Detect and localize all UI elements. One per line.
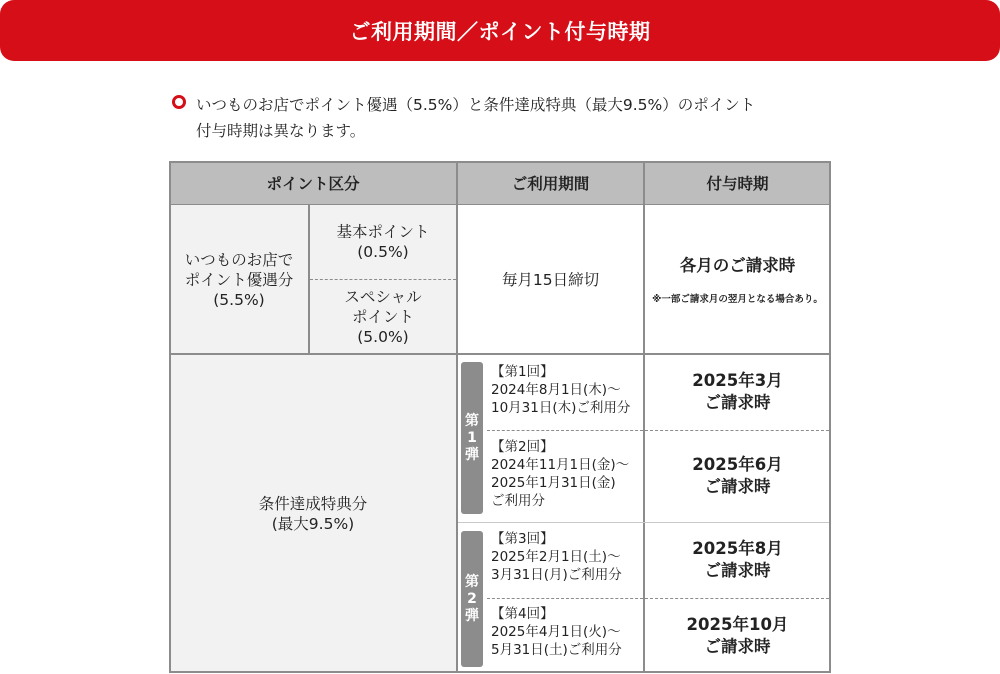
round-1-period: 【第1回】 2024年8月1日(木)～ 10月31日(木)ご利用分 bbox=[491, 364, 631, 416]
round-4-period: 【第4回】 2025年4月1日(火)～ 5月31日(土)ご利用分 bbox=[491, 606, 622, 658]
round-4-timing-cell bbox=[644, 598, 831, 673]
phase-2-char-1: 第 bbox=[465, 573, 479, 590]
notice bbox=[172, 92, 832, 144]
dashed-divider-r3 bbox=[645, 598, 829, 599]
round-2-timing-cell bbox=[644, 430, 831, 522]
border-left bbox=[169, 161, 171, 673]
phase-1-char-2: 1 bbox=[467, 429, 477, 446]
basic-point-label: 基本ポイント (0.5%) bbox=[336, 223, 430, 261]
regular-category bbox=[169, 205, 309, 354]
header-category: ポイント区分 bbox=[169, 161, 457, 205]
regular-timing-note: ※一部ご請求月の翌月となる場合あり。 bbox=[652, 293, 823, 305]
round-2-period: 【第2回】 2024年11月1日(金)～ 2025年1月31日(金) ご利用分 bbox=[491, 439, 630, 509]
header-period: ご利用期間 bbox=[457, 161, 644, 205]
round-1-timing: 2025年3月 ご請求時 bbox=[692, 371, 783, 412]
dashed-divider-p3 bbox=[487, 598, 643, 599]
border-right bbox=[829, 161, 831, 673]
regular-category-label: いつものお店で ポイント優遇分 (5.5%) bbox=[184, 250, 294, 309]
col-divider-1 bbox=[456, 161, 458, 673]
border-bottom bbox=[169, 671, 831, 673]
basic-point-cell bbox=[309, 205, 457, 279]
phase-1-badge bbox=[461, 362, 483, 514]
special-point-cell bbox=[309, 279, 457, 354]
special-point-label: スペシャル ポイント (5.0%) bbox=[344, 287, 422, 346]
dashed-divider-regular bbox=[310, 279, 456, 280]
phase-2-char-3: 弾 bbox=[465, 607, 479, 624]
round-1-timing-cell bbox=[644, 354, 831, 430]
round-4-timing: 2025年10月 ご請求時 bbox=[686, 614, 789, 656]
regular-period: 毎月15日締切 bbox=[501, 270, 600, 289]
page-title: ご利用期間／ポイント付与時期 bbox=[349, 19, 651, 44]
round-3-timing: 2025年8月 ご請求時 bbox=[692, 539, 783, 580]
dashed-divider-p1 bbox=[487, 430, 643, 431]
round-3-timing-cell bbox=[644, 522, 831, 598]
header-timing: 付与時期 bbox=[644, 161, 831, 205]
bonus-category bbox=[169, 354, 457, 673]
phase-2-char-2: 2 bbox=[467, 590, 477, 607]
section-divider bbox=[169, 353, 831, 355]
border-top bbox=[169, 161, 831, 163]
phase-1-char-3: 弾 bbox=[465, 446, 479, 463]
notice-text: いつものお店でポイント優遇（5.5%）と条件達成特典（最大9.5%）のポイント 付与時期は異なります。 bbox=[196, 96, 756, 140]
bullet-circle-icon bbox=[172, 95, 186, 109]
phase-1-char-1: 第 bbox=[465, 412, 479, 429]
phase-2-badge bbox=[461, 531, 483, 667]
header-divider bbox=[169, 204, 831, 205]
regular-period-cell bbox=[457, 205, 644, 354]
round-2-timing: 2025年6月 ご請求時 bbox=[692, 455, 783, 496]
phase-divider bbox=[458, 522, 829, 523]
regular-timing: 各月のご請求時 bbox=[679, 255, 796, 275]
round-3-period: 【第3回】 2025年2月1日(土)～ 3月31日(月)ご利用分 bbox=[491, 531, 622, 583]
dashed-divider-r1 bbox=[645, 430, 829, 431]
points-table bbox=[169, 161, 831, 673]
bonus-category-label: 条件達成特典分 (最大9.5%) bbox=[258, 494, 368, 533]
col-divider-2 bbox=[643, 161, 645, 673]
page-header bbox=[0, 0, 1000, 61]
regular-timing-cell bbox=[644, 205, 831, 354]
